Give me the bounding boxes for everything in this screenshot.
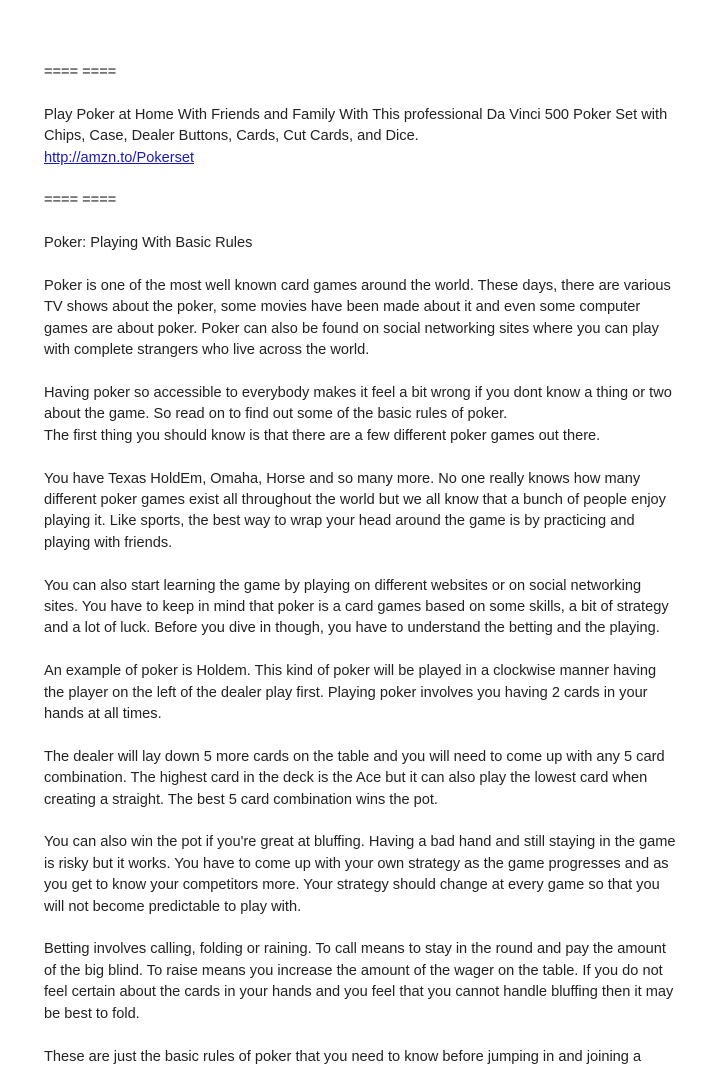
paragraph-line: playing with friends. (44, 534, 173, 551)
paragraph-line: feel certain about the cards in your hands and you feel that you cannot handle bluffing then it may (44, 984, 674, 1001)
paragraph (44, 747, 694, 811)
paragraph-line: with complete strangers who live across the world. (44, 342, 370, 359)
title-text: Poker: Playing With Basic Rules (44, 235, 253, 252)
paragraph-line: An example of poker is Holdem. This kind of poker will be played in a clockwise manner having (44, 663, 657, 680)
paragraph-line: sites. You have to keep in mind that poker is a card games based on some skills, a bit of strategy (44, 599, 669, 616)
promo-line: Chips, Case, Dealer Buttons, Cards, Cut Cards, and Dice. (44, 128, 419, 145)
paragraph-line: of the big blind. To raise means you increase the amount of the wager on the table. If you do not (44, 962, 663, 979)
paragraph-line: about the game. So read on to find out some of the basic rules of poker. (44, 406, 508, 423)
paragraph-line: The first thing you should know is that there are a few different poker games out there. (44, 427, 601, 444)
paragraph-line: playing it. Like sports, the best way to wrap your head around the game is by practicing and (44, 513, 635, 530)
paragraph-line: creating a straight. The best 5 card combination wins the pot. (44, 791, 438, 808)
paragraph-line: the player on the left of the dealer play first. Playing poker involves you having 2 cards in your (44, 684, 648, 701)
document-page (44, 62, 694, 1089)
paragraph (44, 1047, 694, 1068)
paragraph-line: You have Texas HoldEm, Omaha, Horse and so many more. No one really knows how many (44, 470, 641, 487)
separator-top (44, 62, 694, 83)
paragraph (44, 661, 694, 725)
paragraph (44, 939, 694, 1025)
paragraph (44, 276, 694, 362)
promo-block (44, 105, 694, 169)
paragraph-line: and a lot of luck. Before you dive in though, you have to understand the betting and the playing. (44, 620, 660, 637)
paragraph-line: hands at all times. (44, 706, 162, 723)
separator-text: ==== ==== (44, 64, 117, 80)
paragraph (44, 576, 694, 640)
paragraph-line: be best to fold. (44, 1005, 140, 1022)
paragraph-line: You can also win the pot if you're great at bluffing. Having a bad hand and still staying in the game (44, 834, 676, 851)
paragraph-line: you get to know your competitors more. Your strategy should change at every game so that you (44, 877, 660, 894)
separator-text: ==== ==== (44, 192, 117, 209)
paragraph-line: Betting involves calling, folding or raining. To call means to stay in the round and pay the amount (44, 941, 666, 958)
paragraph-line: Having poker so accessible to everybody makes it feel a bit wrong if you dont know a thing or two (44, 385, 672, 402)
paragraph-line: is risky but it works. You have to come up with your own strategy as the game progresses and as (44, 855, 669, 872)
paragraph (44, 383, 694, 447)
promo-link[interactable]: http://amzn.to/Pokerset (44, 149, 195, 166)
paragraph-line: combination. The highest card in the deck is the Ace but it can also play the lowest card when (44, 770, 648, 787)
paragraph-line: You can also start learning the game by playing on different websites or on social networking (44, 577, 642, 594)
article-title (44, 233, 694, 254)
paragraph (44, 469, 694, 555)
paragraph-line: different poker games exist all throughout the world but we all know that a bunch of people enjoy (44, 492, 666, 509)
paragraph-line: TV shows about the poker, some movies have been made about it and even some computer (44, 299, 641, 316)
paragraph-line: The dealer will lay down 5 more cards on the table and you will need to come up with any 5 card (44, 748, 665, 765)
promo-line: Play Poker at Home With Friends and Family With This professional Da Vinci 500 Poker Set with (44, 106, 668, 123)
paragraph-line: will not become predictable to play with. (44, 898, 302, 915)
separator-bottom (44, 190, 694, 211)
paragraph-line: games are about poker. Poker can also be found on social networking sites where you can play (44, 320, 659, 337)
paragraph-line: These are just the basic rules of poker that you need to know before jumping in and joining a (44, 1048, 642, 1065)
paragraph-line: Poker is one of the most well known card games around the world. These days, there are various (44, 278, 671, 294)
paragraph (44, 832, 694, 918)
